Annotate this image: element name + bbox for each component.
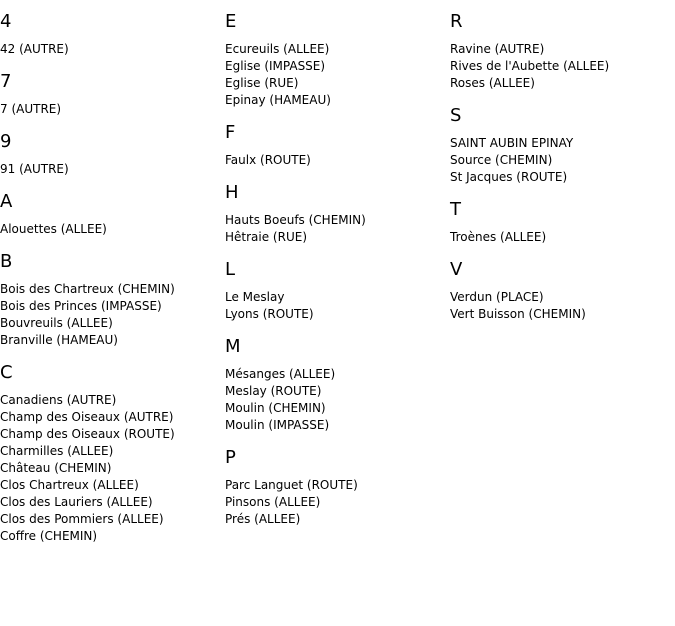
street-entry[interactable]: Champ des Oiseaux (AUTRE): [0, 410, 174, 424]
letter-group-a: [0, 178, 225, 238]
group-heading: L: [225, 259, 236, 280]
street-entry[interactable]: Prés (ALLEE): [225, 512, 301, 526]
group-heading: S: [450, 105, 462, 126]
street-entry[interactable]: Clos Chartreux (ALLEE): [0, 478, 139, 492]
letter-group-4: [0, 0, 225, 58]
group-heading: C: [0, 362, 13, 383]
street-entry[interactable]: Vert Buisson (CHEMIN): [450, 307, 586, 321]
letter-group-p: [225, 434, 450, 528]
street-entry[interactable]: Bois des Princes (IMPASSE): [0, 299, 162, 313]
street-entry[interactable]: Champ des Oiseaux (ROUTE): [0, 427, 175, 441]
letter-group-l: [225, 246, 450, 323]
street-entry[interactable]: Le Meslay: [225, 290, 285, 304]
street-entry[interactable]: Bouvreuils (ALLEE): [0, 316, 113, 330]
group-heading: B: [0, 251, 13, 272]
street-entry[interactable]: Ecureuils (ALLEE): [225, 42, 330, 56]
street-entry[interactable]: Verdun (PLACE): [450, 290, 544, 304]
group-heading: A: [0, 191, 13, 212]
street-entry[interactable]: Source (CHEMIN): [450, 153, 553, 167]
street-entry[interactable]: Coffre (CHEMIN): [0, 529, 98, 543]
street-entry[interactable]: Parc Languet (ROUTE): [225, 478, 358, 492]
letter-group-9: [0, 118, 225, 178]
street-entry[interactable]: 91 (AUTRE): [0, 162, 69, 176]
street-entry[interactable]: Eglise (IMPASSE): [225, 59, 326, 73]
street-entry[interactable]: Moulin (IMPASSE): [225, 418, 330, 432]
group-heading: M: [225, 336, 241, 357]
street-entry[interactable]: Epinay (HAMEAU): [225, 93, 331, 107]
group-heading: E: [225, 11, 237, 32]
group-heading: H: [225, 182, 239, 203]
street-entry[interactable]: Alouettes (ALLEE): [0, 222, 107, 236]
street-entry[interactable]: Troènes (ALLEE): [450, 230, 547, 244]
street-index-column-3: [450, 0, 675, 323]
street-entry[interactable]: Clos des Pommiers (ALLEE): [0, 512, 164, 526]
street-entry[interactable]: Hauts Boeufs (CHEMIN): [225, 213, 366, 227]
street-entry[interactable]: Ravine (AUTRE): [450, 42, 545, 56]
group-heading: 7: [0, 71, 12, 92]
street-entry[interactable]: Lyons (ROUTE): [225, 307, 314, 321]
letter-group-t: [450, 186, 675, 246]
street-entry[interactable]: Bois des Chartreux (CHEMIN): [0, 282, 175, 296]
street-index-column-1: [0, 0, 225, 545]
letter-group-b: [0, 238, 225, 349]
group-heading: T: [450, 199, 461, 220]
group-heading: V: [450, 259, 463, 280]
street-entry[interactable]: Meslay (ROUTE): [225, 384, 322, 398]
street-entry[interactable]: 7 (AUTRE): [0, 102, 62, 116]
street-entry[interactable]: SAINT AUBIN EPINAY: [450, 136, 574, 150]
street-entry[interactable]: Eglise (RUE): [225, 76, 299, 90]
group-heading: R: [450, 11, 463, 32]
street-entry[interactable]: Hêtraie (RUE): [225, 230, 307, 244]
street-entry[interactable]: Charmilles (ALLEE): [0, 444, 114, 458]
street-entry[interactable]: St Jacques (ROUTE): [450, 170, 568, 184]
group-heading: 9: [0, 131, 12, 152]
letter-group-v: [450, 246, 675, 323]
street-entry[interactable]: Canadiens (AUTRE): [0, 393, 117, 407]
letter-group-c: [0, 349, 225, 545]
letter-group-s: [450, 92, 675, 186]
street-entry[interactable]: 42 (AUTRE): [0, 42, 69, 56]
street-entry[interactable]: Moulin (CHEMIN): [225, 401, 326, 415]
group-heading: F: [225, 122, 236, 143]
letter-group-m: [225, 323, 450, 434]
street-entry[interactable]: Château (CHEMIN): [0, 461, 112, 475]
group-heading: P: [225, 447, 236, 468]
street-entry[interactable]: Rives de l'Aubette (ALLEE): [450, 59, 610, 73]
letter-group-e: [225, 0, 450, 109]
letter-group-7: [0, 58, 225, 118]
letter-group-r: [450, 0, 675, 92]
letter-group-f: [225, 109, 450, 169]
street-entry[interactable]: Faulx (ROUTE): [225, 153, 311, 167]
group-heading: 4: [0, 11, 12, 32]
street-entry[interactable]: Mésanges (ALLEE): [225, 367, 336, 381]
street-entry[interactable]: Pinsons (ALLEE): [225, 495, 321, 509]
street-index-column-2: [225, 0, 450, 528]
street-entry[interactable]: Roses (ALLEE): [450, 76, 535, 90]
letter-group-h: [225, 169, 450, 246]
street-entry[interactable]: Clos des Lauriers (ALLEE): [0, 495, 153, 509]
street-entry[interactable]: Branville (HAMEAU): [0, 333, 118, 347]
